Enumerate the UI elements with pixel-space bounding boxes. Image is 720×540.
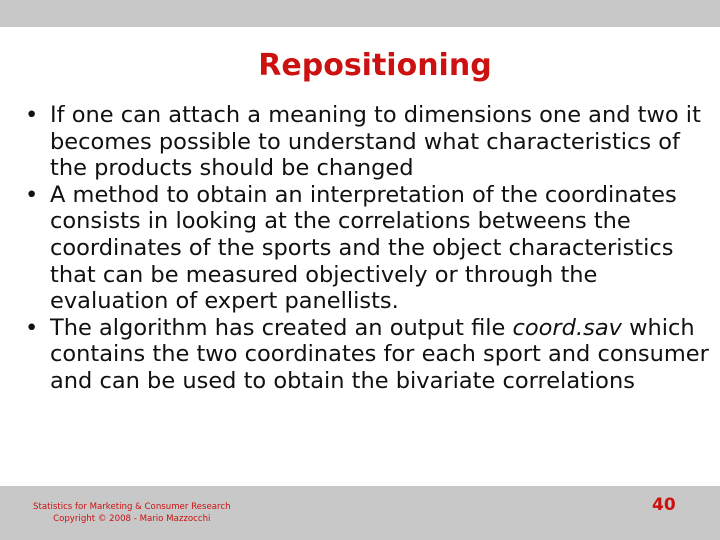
bullet-item-2 — [22, 182, 712, 315]
bullet-marker: • — [25, 102, 39, 128]
slide-title: Repositioning — [258, 48, 492, 83]
bullet-list — [22, 102, 712, 395]
bullet-marker: • — [25, 181, 39, 208]
top-bar — [0, 0, 720, 27]
bullet-text-3-end: which contains the two coordinates for each sport and consumer and can be used to obtain the bivariate correlations — [50, 314, 709, 394]
bullet-text-3-start: The algorithm has created an output file — [50, 314, 513, 341]
page-number: 40 — [652, 495, 676, 515]
footer-copyright: Copyright © 2008 - Mario Mazzocchi — [53, 514, 211, 524]
file-name: coord.sav — [512, 314, 622, 341]
bullet-text-2: A method to obtain an interpretation of the coordinates consists in looking at the correlations betweens the coordinates of the sports and the object characteristics that can be measured objectively or through the evaluation of expert panellists. — [50, 181, 677, 315]
bullet-item-3 — [22, 315, 712, 395]
bullet-item-1 — [22, 102, 712, 182]
bullet-text-1: If one can attach a meaning to dimensions one and two it becomes possible to understand what characteristics of the products should be changed — [50, 102, 701, 182]
footer-course-title: Statistics for Marketing & Consumer Research — [33, 502, 231, 512]
footer-credits — [33, 501, 231, 525]
bullet-marker: • — [25, 314, 39, 341]
